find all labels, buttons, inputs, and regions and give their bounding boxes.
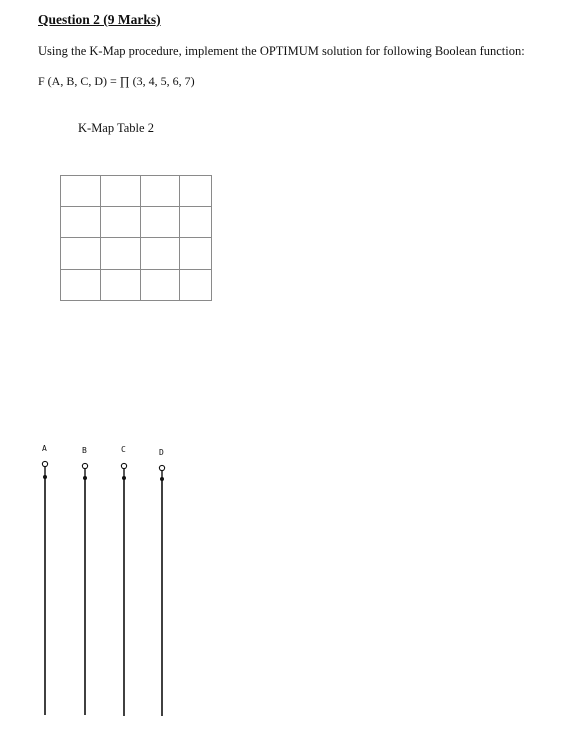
question-instruction: Using the K-Map procedure, implement the OPTIMUM solution for following Boolean function: xyxy=(38,44,525,58)
input-line-c xyxy=(121,445,127,716)
input-label-a: A xyxy=(42,444,47,453)
boolean-function: F (A, B, C, D) = ∏ (3, 4, 5, 6, 7) xyxy=(38,74,195,88)
input-terminal-b xyxy=(82,463,87,468)
input-terminal-d xyxy=(159,465,164,470)
kmap-caption: K-Map Table 2 xyxy=(78,121,154,135)
input-line-a xyxy=(42,444,48,715)
input-terminal-c xyxy=(121,463,126,468)
input-label-b: B xyxy=(82,446,87,455)
question-heading: Question 2 (9 Marks) xyxy=(38,12,161,27)
input-line-d xyxy=(159,448,165,716)
input-label-d: D xyxy=(159,448,164,457)
input-terminal-a xyxy=(42,461,47,466)
input-line-b xyxy=(82,446,88,715)
input-label-c: C xyxy=(121,445,126,454)
